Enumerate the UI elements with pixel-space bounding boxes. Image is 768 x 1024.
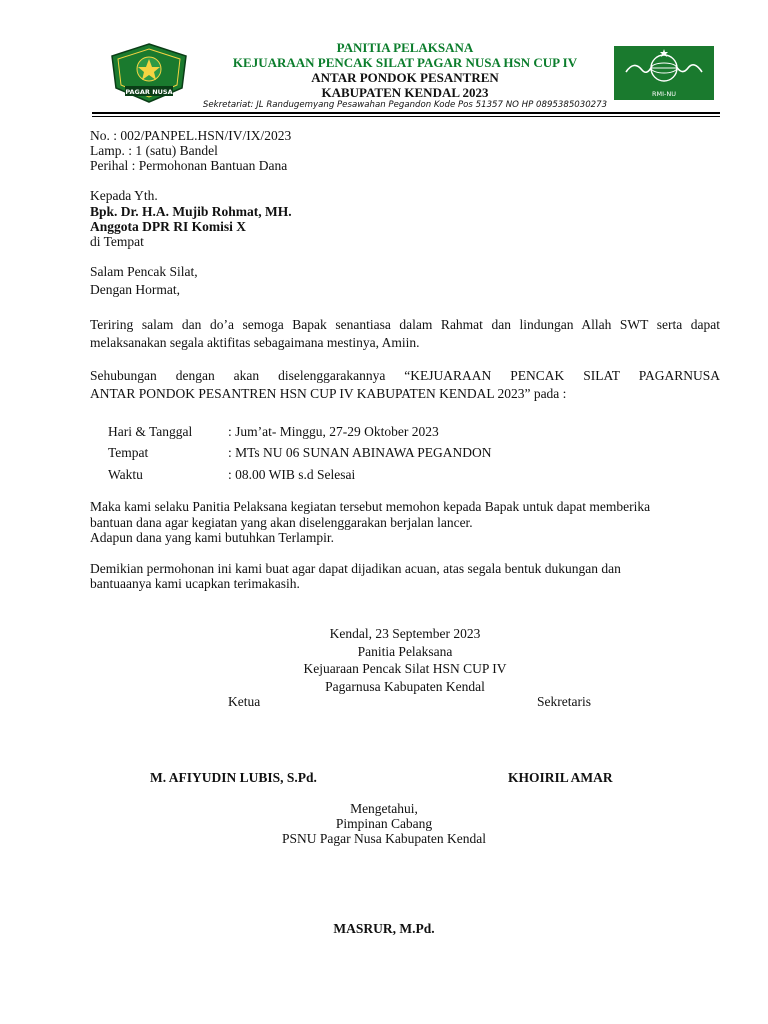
- paragraph-1-line2: melaksanakan segala aktifitas sebagaimana mestinya, Amiin.: [90, 335, 420, 350]
- paragraph-3-line1: Maka kami selaku Panitia Pelaksana kegiatan tersebut memohon kepada Bapak untuk dapat memberika: [90, 499, 651, 514]
- header-line3: ANTAR PONDOK PESANTREN: [311, 70, 499, 85]
- closing-block: [255, 625, 555, 695]
- closing-org3: Pagarnusa Kabupaten Kendal: [325, 678, 485, 694]
- detail-value-tempat: : MTs NU 06 SUNAN ABINAWA PEGANDON: [228, 445, 492, 460]
- paragraph-2-line1: Sehubungan dengan akan diselenggarakannya “KEJUARAAN PENCAK SILAT PAGARNUSA: [90, 368, 720, 383]
- recipient-place: di Tempat: [90, 234, 144, 249]
- recipient-kepada: Kepada Yth.: [90, 188, 158, 203]
- ketua-label: Ketua: [228, 694, 261, 709]
- greeting-line2: Dengan Hormat,: [90, 282, 180, 297]
- detail-label-hari: Hari & Tanggal: [108, 424, 193, 439]
- svg-text:PAGAR NUSA: PAGAR NUSA: [125, 88, 173, 96]
- detail-label-tempat: Tempat: [108, 445, 149, 460]
- header-line2: KEJUARAAN PENCAK SILAT PAGAR NUSA HSN CUP IV: [232, 55, 578, 70]
- final-signatory-name: MASRUR, M.Pd.: [333, 921, 435, 936]
- detail-value-hari: : Jum’at- Minggu, 27-29 Oktober 2023: [228, 424, 439, 439]
- header-sekretariat: Sekretariat: JL Randugemyang Pesawahan Pegandon Kode Pos 51357 NO HP 0895385030273: [202, 100, 608, 110]
- paragraph-2-line2: ANTAR PONDOK PESANTREN HSN CUP IV KABUPATEN KENDAL 2023” pada :: [90, 386, 567, 401]
- sekretaris-label: Sekretaris: [537, 694, 591, 709]
- mengetahui: Mengetahui,: [350, 801, 418, 816]
- rmi-nu-logo: [614, 46, 714, 100]
- header-line4: KABUPATEN KENDAL 2023: [321, 85, 489, 100]
- mengetahui-block: [0, 800, 768, 847]
- sekretaris-name: KHOIRIL AMAR: [508, 770, 613, 785]
- letter-subject: Perihal : Permohonan Bantuan Dana: [90, 158, 288, 173]
- recipient-name: Bpk. Dr. H.A. Mujib Rohmat, MH.: [90, 204, 292, 219]
- paragraph-3-line2: bantuan dana agar kegiatan yang akan diselenggarakan berjalan lancer.: [90, 515, 473, 530]
- detail-label-waktu: Waktu: [108, 467, 143, 482]
- paragraph-2: [90, 367, 720, 403]
- ketua-name: M. AFIYUDIN LUBIS, S.Pd.: [150, 770, 317, 785]
- paragraph-4-line2: bantuaanya kami ucapkan terimakasih.: [90, 576, 300, 591]
- greeting-line1: Salam Pencak Silat,: [90, 264, 198, 279]
- header-rule-thin: [92, 116, 720, 117]
- closing-date: Kendal, 23 September 2023: [329, 626, 481, 641]
- paragraph-1-line1: Teriring salam dan do’a semoga Bapak senantiasa dalam Rahmat dan lindungan Allah SWT serta dapat: [90, 317, 720, 332]
- paragraph-3-line3: Adapun dana yang kami butuhkan Terlampir.: [90, 530, 334, 545]
- paragraph-1: [90, 316, 720, 352]
- letter-number: No. : 002/PANPEL.HSN/IV/IX/2023: [90, 128, 292, 143]
- detail-value-waktu: : 08.00 WIB s.d Selesai: [228, 467, 356, 482]
- header-rule-thick: [92, 112, 720, 114]
- closing-org2: Kejuaraan Pencak Silat HSN CUP IV: [303, 661, 507, 676]
- svg-text:RMI-NU: RMI-NU: [651, 90, 677, 98]
- closing-org1: Panitia Pelaksana: [357, 643, 453, 659]
- paragraph-4-line1: Demikian permohonan ini kami buat agar dapat dijadikan acuan, atas segala bentuk dukungan dan: [90, 561, 621, 576]
- letter-attachment: Lamp. : 1 (satu) Bandel: [90, 143, 218, 158]
- psnu-name: PSNU Pagar Nusa Kabupaten Kendal: [282, 831, 486, 846]
- pimpinan-cabang: Pimpinan Cabang: [335, 816, 433, 831]
- recipient-position: Anggota DPR RI Komisi X: [90, 219, 247, 234]
- header-line1: PANITIA PELAKSANA: [336, 40, 474, 55]
